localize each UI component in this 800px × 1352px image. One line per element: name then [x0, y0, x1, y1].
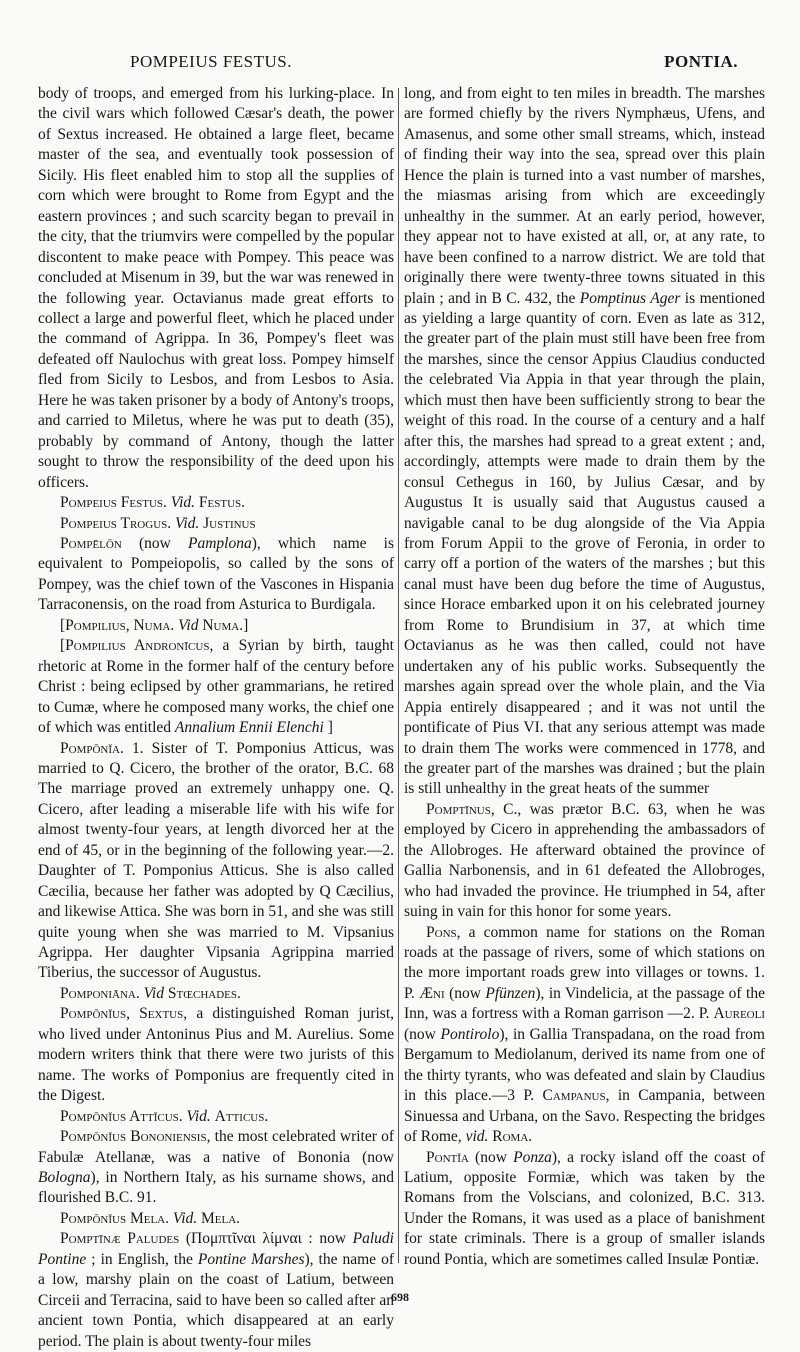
bracket: [ — [60, 637, 66, 655]
entry-italic: Pontine Marshes — [197, 1250, 305, 1268]
entry-pompeius-festus — [38, 493, 394, 513]
vid-label: Vid. — [175, 514, 200, 532]
entry-pomponius-atticus — [38, 1107, 394, 1127]
cross-reference: Justinus — [203, 514, 256, 532]
entry-headword: Pomponiāna. — [60, 984, 140, 1002]
vid-label: Vid — [178, 616, 199, 634]
entry-headword: Pompeius Festus. — [60, 494, 167, 512]
entry-text: ), in Vindelicia, at the passage of the Inn, was a fortress with a Roman garrison —2. P. — [404, 984, 765, 1023]
header-left-catchword: POMPEIUS FESTUS. — [130, 52, 292, 71]
entry-text: 1. Sister of T. Pomponius Atticus, was married to Q. Cicero, the brother of the orator, B.C. 68 The marriage proved an extremely unhappy one. Q. Cicero, after leading a miserable life with his wife for almost twenty-four years, at length divorced her at the end of 45, or in the beginning of the following year.—2. Daughter of T. Pomponius Atticus. She is also called Cæcilia, because her father was adopted by Q Cæcilius, and likewise Attica. She was born in 51, and she was still quite young when she was married to M. Vipsanius Agrippa. Her daughter Vipsania Agrippina married Tiberius, the successor of Augustus. — [38, 739, 394, 982]
cross-reference: Mela. — [201, 1209, 241, 1227]
entry-italic: Pamplona — [187, 534, 252, 552]
entry-text: ), the name of a low, marshy plain on the coast of Latium, between Circeii and Terracina, said to have been so called after an ancient town Pontia, which disappeared at an early period. The plain is about twenty-four miles — [38, 1250, 394, 1350]
entry-headword: Pompōnĭa. — [60, 739, 124, 757]
entry-text: (Πομπτῖναι λίμναι : now — [179, 1230, 353, 1248]
entry-headword: Pompōnĭus Bononiensis, — [60, 1128, 211, 1146]
entry-pompilius-andronicus — [38, 636, 394, 738]
entry-headword: Pomptīnus, C., — [426, 800, 522, 818]
entry-pompeius-trogus — [38, 514, 394, 534]
bracket: ] — [323, 719, 333, 737]
entry-text: the most celebrated writer of Fabulæ Atellanæ, was a native of Bononia (now — [38, 1128, 394, 1166]
entry-pomponius-bononiensis — [38, 1127, 394, 1209]
entry-pomponia — [38, 739, 394, 984]
entry-headword: Pontĭa — [426, 1148, 469, 1166]
entry-pomponius-sextus — [38, 1004, 394, 1106]
bracket: ] — [243, 616, 249, 634]
cross-reference: Festus. — [198, 494, 246, 512]
entry-text: long, and from eight to ten miles in breadth. The marshes are formed chiefly by the rivers Nymphæus, Ufens, and Amasenus, and some other small streams, which, instead of finding their way into the sea, spread over this plain Hence the plain is turned into a vast number of marshes, the miasmas arising from which are exceedingly unhealthy in the summer. At an early period, however, they appear not to have existed at all, or, at any rate, to have been confined to a narrow district. We are told that originally there were twenty-three towns situated in this plain ; and in B C. 432, the — [404, 85, 765, 307]
sub-headword: Campanus, — [542, 1087, 610, 1105]
entry-text: is mentioned as yielding a large quantity of corn. Even as late as 312, the greater part of the plain must still have been free from the marshes, since the censor Appius Claudius conducted the celebrated Via Appia in that year through the plain, which must then have been sufficiently strong to bear the weight of this road. In the course of a century and a half after this, the marshes had spread to a great extent ; and, accordingly, attempts were made to drain them by the consul Cethegus in 160, by Julius Cæsar, and by Augustus It is usually said that Augustus caused a navigable canal to be dug alongside of the Via Appia from Forum Appii to the grove of Feronia, in order to carry off a portion of the waters of the marshes ; but this canal must have been dug before the time of Augustus, since Horace embarked upon it on his celebrated journey from Rome to Brundisium in 37, at which time Octavianus as he was then called, could not have undertaken any of his public works. Subsequently the marshes again spread over the whole plain, and the Via Appia entirely disappeared ; and it was not until the pontificate of Pius VI. that any serious attempt was made to drain them The works were commenced in 1778, and the greater part of the marshes was drained ; but the plain is still unhealthy in the great heats of the summer — [404, 289, 765, 798]
vid-label: Vid. — [172, 1209, 198, 1227]
vid-label: Vid. — [186, 1107, 211, 1125]
entry-pompilius-numa — [38, 616, 394, 636]
entry-text: ), in Northern Italy, as his surname shows, and flourished B.C. 91. — [38, 1169, 394, 1207]
entry-italic: Ponza — [513, 1148, 552, 1166]
entry-headword: Pompilius, Numa. — [65, 616, 175, 634]
entry-headword: Pomptīnæ Paludes — [60, 1230, 180, 1248]
cross-reference: Roma. — [492, 1128, 533, 1146]
entry-italic: Paludi Pontine — [38, 1230, 394, 1268]
entry-text: ; in English, the — [86, 1250, 198, 1268]
entry-italic: Pomptinus Ager — [579, 289, 681, 307]
entry-text: a Syrian by birth, taught rhetoric at Rome in the former half of the century before Christ : being eclipsed by other grammarians, he retired to Cumæ, where he composed many works, the chief one of which was entitled — [38, 637, 394, 737]
entry-text: a common name for stations on the Roman roads at the passage of rivers, some of which stations on the more important roads grew into villages or towns. 1. P. — [404, 923, 765, 1002]
entry-text: ), a rocky island off the coast of Latium, opposite Formiæ, which was taken by the Romans from the Volscians, and colonized, B.C. 313. Under the Romans, it was used as a place of banishment for state criminals. There is a group of smaller islands round Pontia, which are sometimes called Insulæ Pontiæ. — [404, 1148, 765, 1268]
entry-text: (now — [444, 984, 486, 1002]
entry-headword: Pompeius Trogus. — [60, 514, 172, 532]
column-divider — [398, 88, 399, 1263]
entry-pomponius-mela — [38, 1209, 394, 1229]
vid-label: Vid — [143, 984, 164, 1002]
entry-pons — [404, 923, 765, 1148]
right-column — [404, 84, 765, 1284]
entry-text: ), which name is equivalent to Pompeiopolis, so called by the sons of Pompey, was the chief town of the Vascones in Hispania Tarraconensis, on the road from Asturica to Burdigala. — [38, 534, 395, 614]
entry-text: was prætor B.C. 63, when he was employed by Cicero in apprehending the ambassadors of the Allobroges. He afterward obtained the province of Gallia Narbonensis, and in 61 defeated the Allobroges, who had invaded the province. He triumphed in 54, after suing in vain for this honor for some years. — [404, 800, 765, 921]
entry-italic: Bologna — [38, 1169, 91, 1187]
page-number: 698 — [391, 1290, 409, 1304]
entry-pompelon — [38, 534, 394, 616]
cross-reference: Numa. — [202, 616, 244, 634]
vid-label: Vid. — [170, 494, 196, 512]
entry-italic: Annalium Ennii Elenchi — [174, 719, 324, 737]
header-right-catchword: PONTIA. — [664, 52, 738, 71]
sub-headword: Aureoli — [713, 1005, 765, 1023]
entry-text: in Campania, between Sinuessa and Urbana, on the Savo. Respecting the bridges of Rome, — [404, 1087, 765, 1146]
entry-text: ), in Gallia Transpadana, on the road from Bergamum to Mediolanum, derived its name from one of the thirty tyrants, who was defeated and slain by Claudius in this place.—3 P. — [404, 1025, 765, 1105]
left-column — [38, 84, 395, 1350]
continued-paragraph — [404, 84, 765, 800]
entry-headword: Pompōnĭus Attĭcus. — [60, 1107, 183, 1125]
entry-text: (now — [121, 534, 188, 552]
entry-text: a distinguished Roman jurist, who lived under Antoninus Pius and M. Aurelius. Some modern writers think that there were two jurists of this name. The works of Pomponius are frequently cited in the Digest. — [38, 1005, 395, 1105]
continued-paragraph: body of troops, and emerged from his lurking-place. In the civil wars which followed Cæsar's death, the power of Sextus increased. He obtained a large fleet, became master of the sea, and eventually took possession of Sicily. His fleet enabled him to stop all the supplies of corn which were brought to Rome from Egypt and the eastern provinces ; and such scarcity began to prevail in the city, that the triumvirs were compelled by the popular discontent to make peace with Pompey. This peace was concluded at Misenum in 39, but the war was renewed in the following year. Octavianus made great efforts to collect a large and powerful fleet, which he placed under the command of Agrippa. In 36, Pompey's fleet was defeated off Naulochus with great loss. Pompey himself fled from Sicily to Lesbos, and from Lesbos to Asia. Here he was taken prisoner by a body of Antony's troops, and carried to Miletus, where he was put to death (35), probably by command of Antony, though the latter sought to throw the responsibility of the deed upon his officers. — [38, 85, 394, 491]
entry-pomptinus — [404, 800, 765, 923]
entry-headword: Pompōnĭus Mela. — [60, 1209, 169, 1227]
entry-headword: Pons, — [426, 923, 461, 941]
sub-headword: Æni — [419, 984, 445, 1002]
entry-headword: Pompōnĭus, Sextus, — [60, 1005, 188, 1023]
entry-italic: Pontirolo — [440, 1025, 500, 1043]
bracket: [ — [60, 616, 66, 634]
entry-text: (now — [404, 1025, 441, 1043]
running-header — [0, 52, 800, 82]
entry-text: (now — [468, 1148, 514, 1166]
cross-reference: Atticus. — [214, 1107, 269, 1125]
entry-pontia — [404, 1148, 765, 1271]
vid-label: vid. — [465, 1128, 489, 1146]
entry-pomponiana — [38, 984, 394, 1004]
entry-headword: Pompilius Andronīcus, — [65, 637, 214, 655]
cross-reference: Stœchades. — [167, 984, 241, 1002]
entry-italic: Pfünzen — [485, 984, 536, 1002]
entry-headword: Pompēlōn — [60, 534, 122, 552]
